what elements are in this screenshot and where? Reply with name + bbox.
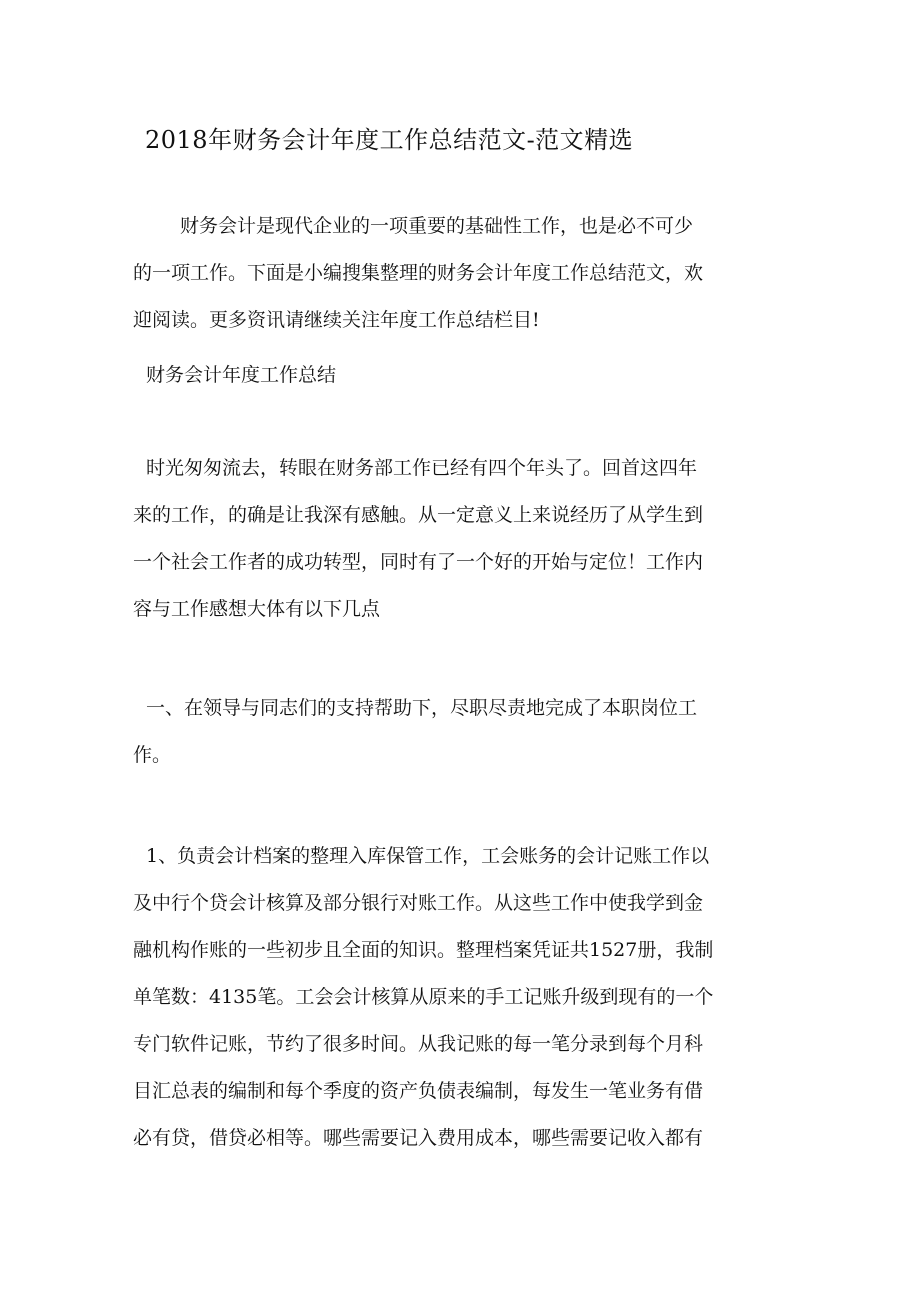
paragraph-line: 来的工作，的确是让我深有感触。从一定意义上来说经历了从学生到	[133, 504, 704, 526]
subheading-text: 财务会计年度工作总结	[146, 364, 337, 386]
intro-line: 迎阅读。更多资讯请继续关注年度工作总结栏目!	[133, 309, 540, 331]
paragraph-line: 一个社会工作者的成功转型，同时有了一个好的开始与定位！工作内	[133, 551, 704, 573]
item-1-paragraph	[133, 833, 783, 1162]
section-line: 作。	[133, 744, 172, 766]
item-line: 及中行个贷会计核算及部分银行对账工作。从这些工作中使我学到金	[133, 892, 704, 914]
item-line: 目汇总表的编制和每个季度的资产负债表编制，每发生一笔业务有借	[133, 1080, 704, 1102]
intro-paragraph	[133, 203, 783, 344]
paragraph-line: 时光匆匆流去，转眼在财务部工作已经有四个年头了。回首这四年	[146, 457, 698, 479]
intro-line: 财务会计是现代企业的一项重要的基础性工作，也是必不可少	[180, 215, 694, 237]
item-line: 1、负责会计档案的整理入库保管工作，工会账务的会计记账工作以	[146, 845, 710, 867]
document-title: 2018年财务会计年度工作总结范文-范文精选	[145, 126, 634, 154]
subheading	[133, 352, 783, 399]
paragraph-1	[133, 445, 783, 633]
section-heading-1	[133, 685, 783, 779]
paragraph-line: 容与工作感想大体有以下几点	[133, 598, 381, 620]
intro-line: 的一项工作。下面是小编搜集整理的财务会计年度工作总结范文，欢	[133, 262, 704, 284]
item-line: 单笔数：4135笔。工会会计核算从原来的手工记账升级到现有的一个	[133, 986, 714, 1008]
item-line: 融机构作账的一些初步且全面的知识。整理档案凭证共1527册，我制	[133, 939, 714, 961]
section-line: 一、在领导与同志们的支持帮助下，尽职尽责地完成了本职岗位工	[146, 697, 698, 719]
item-line: 专门软件记账，节约了很多时间。从我记账的每一笔分录到每个月科	[133, 1033, 704, 1055]
item-line: 必有贷，借贷必相等。哪些需要记入费用成本，哪些需要记收入都有	[133, 1127, 704, 1149]
